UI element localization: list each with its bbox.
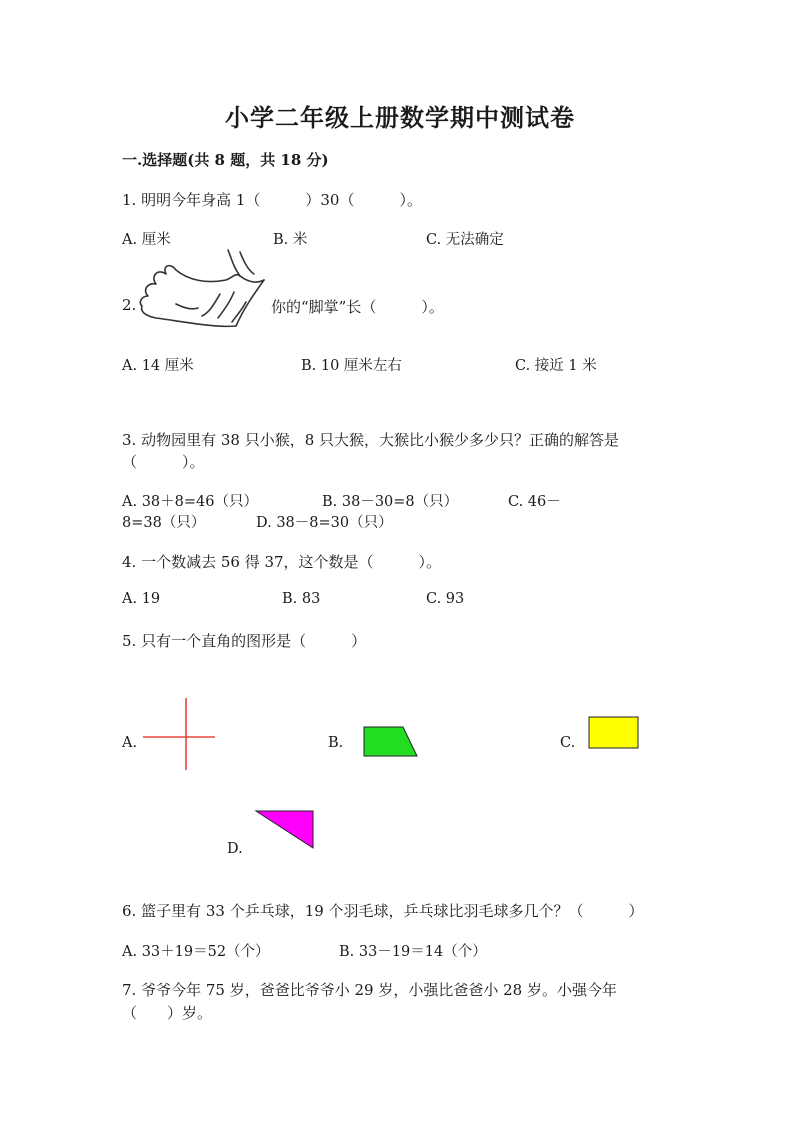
question-3-stem-line1: 3. 动物园里有 38 只小猴，8 只大猴，大猴比小猴少多少只？正确的解答是 [122,431,620,449]
question-4-option-b: B. 83 [282,591,321,607]
question-7-stem-line1: 7. 爷爷今年 75 岁，爸爸比爷爷小 29 岁，小强比爸爸小 28 岁。小强今年 [122,981,617,999]
question-2-option-a: A. 14 厘米 [122,358,194,374]
question-4-option-a: A. 19 [122,591,161,607]
rectangle-shape [588,716,640,750]
question-3-stem-line2: （ ）。 [122,453,205,471]
question-6-option-a: A. 33＋19＝52（个） [122,944,270,960]
question-1-option-b: B. 米 [273,232,308,248]
question-3-option-a: A. 38＋8=46（只） [122,494,258,510]
question-5-option-a: A. [122,735,138,751]
question-4-option-c: C. 93 [426,591,465,607]
question-3-option-d: D. 38－8=30（只） [256,515,393,531]
question-2-number: 2. [122,296,137,314]
section-heading: 一.选择题(共 8 题，共 18 分) [122,151,329,169]
question-3-option-b: B. 38－30=8（只） [322,494,459,510]
question-2-option-b: B. 10 厘米左右 [301,358,402,374]
question-3-option-c-part2: 8=38（只） [122,515,206,531]
question-5-option-d: D. [227,841,243,857]
question-7-stem-line2: （ ）岁。 [122,1004,213,1022]
question-1-option-c: C. 无法确定 [426,232,504,248]
question-3-option-c-part1: C. 46－ [508,494,561,510]
question-6-option-b: B. 33－19＝14（个） [339,944,487,960]
question-1-option-a: A. 厘米 [122,232,171,248]
question-5-option-b: B. [328,735,344,751]
foot-drawing-icon [136,246,266,332]
question-4-stem: 4. 一个数减去 56 得 37，这个数是（ ）。 [122,553,442,571]
question-5-stem: 5. 只有一个直角的图形是（ ） [122,632,367,650]
page-title: 小学二年级上册数学期中测试卷 [225,103,575,132]
question-2-option-c: C. 接近 1 米 [515,358,597,374]
trapezoid-shape [363,726,419,758]
cross-shape [142,697,216,771]
question-6-stem: 6. 篮子里有 33 个乒乓球，19 个羽毛球，乒乓球比羽毛球多几个？（ ） [122,902,644,920]
question-1-stem: 1. 明明今年身高 1（ ）30（ ）。 [122,191,422,209]
triangle-shape [255,810,315,850]
question-2-stem: 你的“脚掌”长（ ）。 [271,298,444,316]
question-5-option-c: C. [560,735,576,751]
